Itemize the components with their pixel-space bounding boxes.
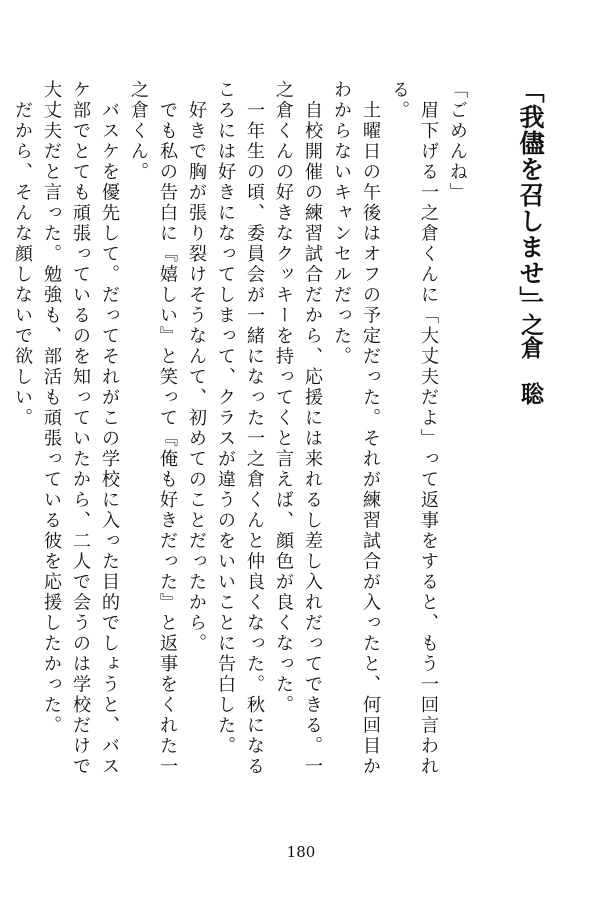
paragraph: 眉下げる一之倉くんに「大丈夫だよ」って返事をすると、もう一回言われる。 — [389, 80, 439, 777]
paragraph: 好きで胸が張り裂けそうなんて、初めてのことだったから。 — [186, 80, 207, 654]
paragraph: 一年生の頃、委員会が一緒になった一之倉くんと仲良くなった。秋になるころには好きになってしまって、クラスが違うのをいいことに告白した。 — [215, 80, 265, 777]
body-text — [12, 80, 472, 795]
paragraph: だから、そんな顔しないで欲しい。 — [12, 80, 33, 429]
story-title: 「我儘を召しませ」 — [516, 78, 545, 312]
paragraph: 「ごめんね」 — [447, 80, 468, 203]
paragraph: 自校開催の練習試合だから、応援には来れるし差し入れだってできる。一之倉くんの好きなクッキーを持ってくと言えば、顔色が良くなった。 — [273, 80, 323, 777]
paragraph: 土曜日の午後はオフの予定だった。それが練習試合が入ったと、何回目かわからないキャンセルだった。 — [331, 80, 381, 777]
author-name: 一之倉 聡 — [517, 290, 543, 405]
paragraph: でも私の告白に『嬉しい』と笑って『俺も好きだった』と返事をくれた一之倉くん。 — [128, 80, 178, 777]
page-number: 180 — [286, 843, 316, 861]
paragraph: バスケを優先して。だってそれがこの学校に入った目的でしょうと、バスケ部でとても頑張っているのを知っていたから、二人で会うのは学校だけで大丈夫だと言った。勉強も、部活も頑張っている彼を応援したかった。 — [41, 80, 120, 777]
